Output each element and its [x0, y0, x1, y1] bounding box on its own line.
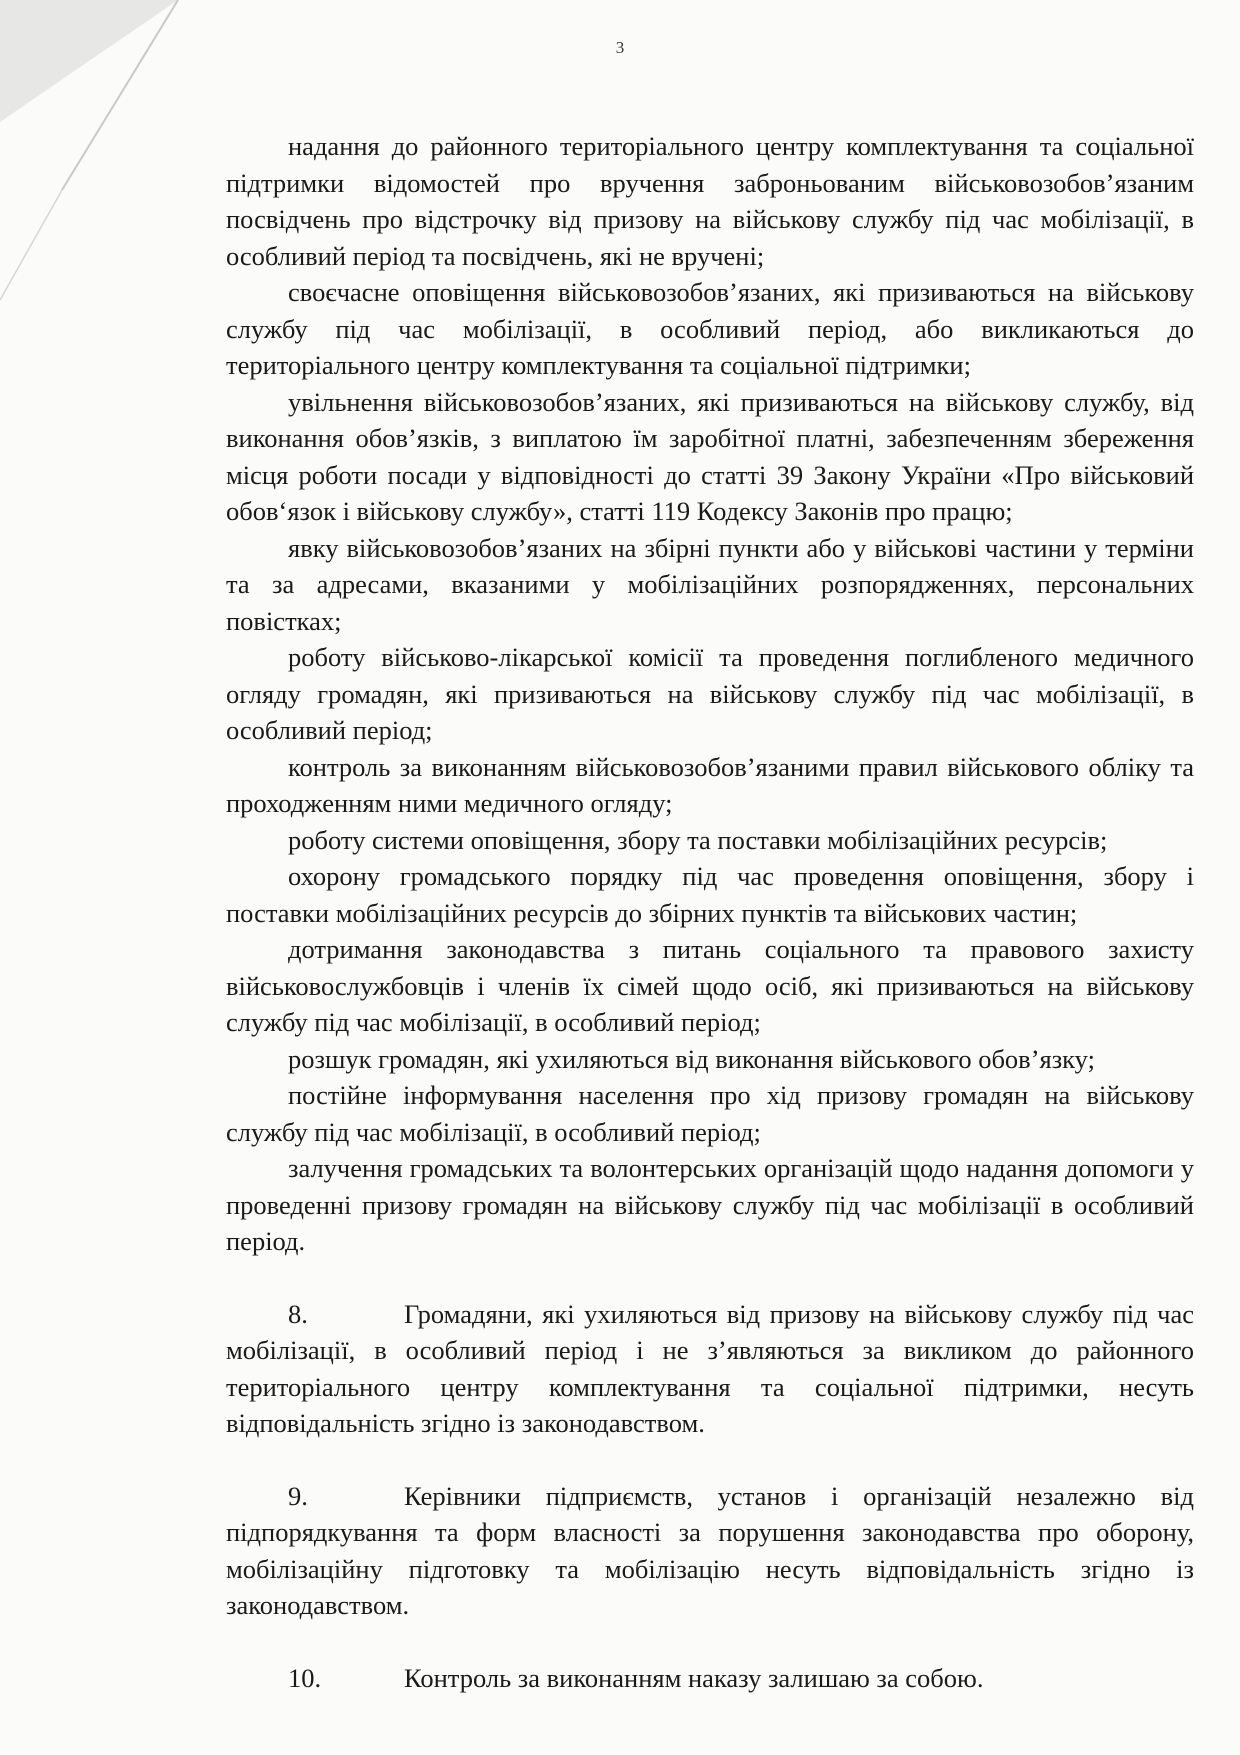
list-item: контроль за виконанням військовозобов’язаними правил військового обліку та проходженням ними медичного огляду; [226, 751, 1194, 818]
list-item: роботу військово-лікарської комісії та проведення поглибленого медичного огляду громадян, які призиваються на військову службу під час мобілізації, в особливий період; [226, 642, 1194, 745]
page-number: 3 [615, 38, 625, 57]
item-number: 9. [288, 1480, 308, 1511]
list-item: розшук громадян, які ухиляються від виконання військового обов’язку; [288, 1043, 1095, 1074]
item-number: 10. [288, 1662, 322, 1693]
document-body [226, 128, 1194, 1696]
numbered-item-9 [226, 1478, 1194, 1624]
list-item: своєчасне оповіщення військовозобов’язаних, які призиваються на військову службу під час мобілізації, в особливий період, або викликаються до територіального центру комплектування та соціальної підтримки; [226, 277, 1194, 380]
item-number: 8. [288, 1298, 308, 1329]
list-item: охорону громадського порядку під час проведення оповіщення, збору і поставки мобілізаційних ресурсів до збірних пунктів та військових частин; [226, 861, 1194, 928]
item-text: Контроль за виконанням наказу залишаю за собою. [404, 1662, 984, 1693]
list-item: роботу системи оповіщення, збору та поставки мобілізаційних ресурсів; [288, 824, 1108, 855]
item-text: Керівники підприємств, установ і організацій незалежно від підпорядкування та форм власності за порушення законодавства про оборону, мобілізаційну підготовку та мобілізацію несуть відповідальність згідно із законодавством. [226, 1480, 1194, 1620]
list-item: постійне інформування населення про хід призову громадян на військову службу під час мобілізації, в особливий період; [226, 1080, 1194, 1147]
list-item: увільнення військовозобов’язаних, які призиваються на військову службу, від виконання обов’язків, з виплатою їм заробітної платні, забезпеченням збереження місця роботи посади у відповідності до статті 39 Закону України «Про військовий обов‘язок і військову службу», статті 119 Кодексу Законів про працю; [226, 386, 1194, 526]
numbered-item-8 [226, 1296, 1194, 1442]
list-item: явку військовозобов’язаних на збірні пункти або у військові частини у терміни та за адресами, вказаними у мобілізаційних розпорядженнях, персональних повістках; [226, 532, 1194, 636]
list-item: надання до районного територіального центру комплектування та соціальної підтримки відомостей про вручення заброньованим військовозобов’язаним посвідчень про відстрочку від призову на військову службу під час мобілізації, в особливий період та посвідчень, які не вручені; [226, 131, 1194, 271]
numbered-item-10 [226, 1660, 1194, 1697]
list-item: залучення громадських та волонтерських організацій щодо надання допомоги у проведенні призову громадян на військову службу під час мобілізації в особливий період. [226, 1153, 1194, 1256]
list-item: дотримання законодавства з питань соціального та правового захисту військовослужбовців і членів їх сімей щодо осіб, які призиваються на військову службу під час мобілізації, в особливий період; [226, 934, 1194, 1037]
item-text: Громадяни, які ухиляються від призову на військову службу під час мобілізації, в особливий період і не з’являються за викликом до районного територіального центру комплектування та соціальної підтримки, несуть відповідальність згідно із законодавством. [226, 1298, 1194, 1438]
obligations-list [226, 128, 1194, 1260]
